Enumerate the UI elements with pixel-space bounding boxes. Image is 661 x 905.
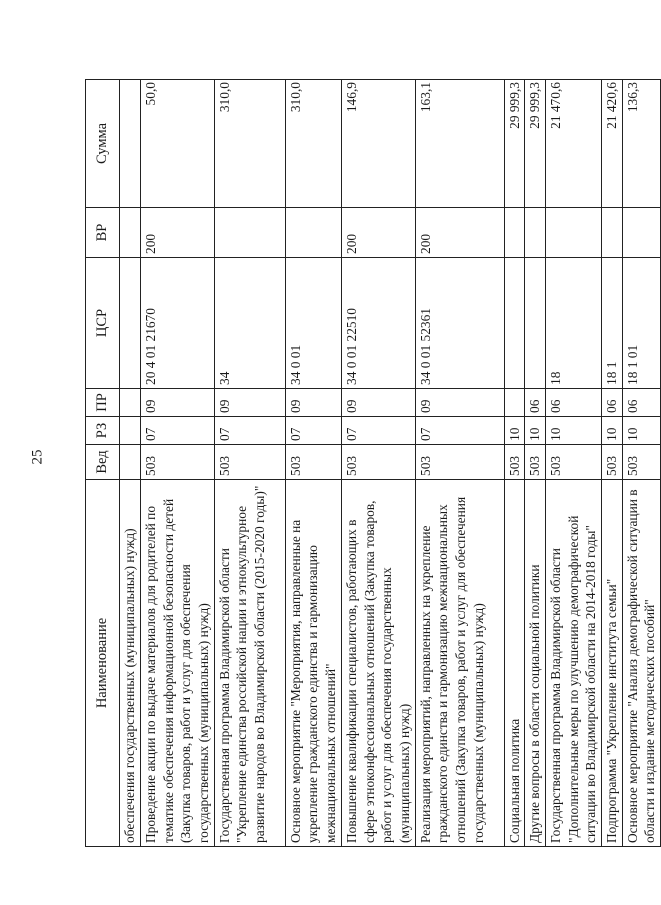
cell-vr: 200 [141, 208, 215, 258]
cell-csr: 34 0 01 52361 [415, 258, 504, 389]
table-row [120, 80, 141, 847]
cell-sum: 21 420,6 [602, 80, 623, 208]
cell-sum: 50,0 [141, 80, 215, 208]
cell-ved: 503 [545, 445, 601, 480]
table-row [141, 80, 215, 847]
cell-ved: 503 [415, 445, 504, 480]
cell-name: Государственная программа Владимирской области "Укрепление единства российской нации и этнокультурное развитие народов во Владимирской области (2015-2020 годы)" [214, 480, 285, 847]
cell-ved: 503 [341, 445, 415, 480]
cell-vr: 200 [415, 208, 504, 258]
cell-vr [602, 208, 623, 258]
cell-rz: 10 [525, 417, 546, 445]
cell-csr: 34 [214, 258, 285, 389]
cell-csr: 20 4 01 21670 [141, 258, 215, 389]
cell-ved: 503 [141, 445, 215, 480]
cell-pr: 09 [285, 389, 341, 417]
cell-pr: 06 [602, 389, 623, 417]
cell-name: обеспечения государственных (муниципальных) нужд) [120, 480, 141, 847]
cell-ved: 503 [285, 445, 341, 480]
cell-rz: 10 [504, 417, 525, 445]
cell-sum: 136,3 [622, 80, 660, 208]
cell-sum: 310,0 [285, 80, 341, 208]
table-row [285, 80, 341, 847]
cell-sum: 29 999,3 [504, 80, 525, 208]
table-row [504, 80, 525, 847]
cell-pr: 09 [214, 389, 285, 417]
cell-csr: 18 1 [602, 258, 623, 389]
cell-vr: 200 [341, 208, 415, 258]
cell-rz: 07 [285, 417, 341, 445]
cell-csr [504, 258, 525, 389]
cell-csr: 18 [545, 258, 601, 389]
cell-sum: 310,0 [214, 80, 285, 208]
cell-rz: 10 [622, 417, 660, 445]
cell-name: Реализация мероприятий, направленных на укрепление гражданского единства и гармонизацию межнациональных отношений (Закупка товаров, работ и услуг для обеспечения государственных (муниципальных) нужд) [415, 480, 504, 847]
table-row [341, 80, 415, 847]
cell-pr: 09 [415, 389, 504, 417]
cell-rz: 07 [415, 417, 504, 445]
cell-csr [525, 258, 546, 389]
cell-csr: 34 0 01 [285, 258, 341, 389]
cell-sum: 21 470,6 [545, 80, 601, 208]
rotated-table-area [85, 80, 658, 847]
header-sum: Сумма [86, 80, 120, 208]
table-row [622, 80, 660, 847]
cell-ved: 503 [504, 445, 525, 480]
cell-rz: 10 [545, 417, 601, 445]
cell-sum [120, 80, 141, 208]
header-ved: Вед [86, 445, 120, 480]
cell-sum: 146,9 [341, 80, 415, 208]
header-vr: ВР [86, 208, 120, 258]
cell-vr [214, 208, 285, 258]
cell-pr: 06 [525, 389, 546, 417]
cell-csr: 18 1 01 [622, 258, 660, 389]
cell-name: Государственная программа Владимирской области "Дополнительные меры по улучшению демографической ситуации во Владимирской области на 2014-2018 годы" [545, 480, 601, 847]
cell-pr: 09 [141, 389, 215, 417]
cell-sum: 163,1 [415, 80, 504, 208]
cell-vr [545, 208, 601, 258]
cell-ved [120, 445, 141, 480]
cell-rz: 10 [602, 417, 623, 445]
cell-rz: 07 [141, 417, 215, 445]
cell-pr: 06 [545, 389, 601, 417]
cell-sum: 29 999,3 [525, 80, 546, 208]
cell-vr [120, 208, 141, 258]
cell-pr: 09 [341, 389, 415, 417]
cell-name: Подпрограмма "Укрепление института семьи" [602, 480, 623, 847]
table-row [545, 80, 601, 847]
cell-name: Основное мероприятие "Анализ демографической ситуации в области и издание методических пособий" [622, 480, 660, 847]
cell-rz: 07 [214, 417, 285, 445]
cell-pr [504, 389, 525, 417]
cell-ved: 503 [525, 445, 546, 480]
cell-name: Проведение акции по выдаче материалов для родителей по тематике обеспечения информационной безопасности детей (Закупка товаров, работ и услуг для обеспечения государственных (муниципальных) нужд) [141, 480, 215, 847]
cell-name: Повышение квалификации специалистов, работающих в сфере этноконфессиональных отношений (Закупка товаров, работ и услуг для обеспечения государственных (муниципальных) нужд) [341, 480, 415, 847]
cell-vr [525, 208, 546, 258]
cell-csr [120, 258, 141, 389]
cell-ved: 503 [214, 445, 285, 480]
cell-rz: 07 [341, 417, 415, 445]
cell-csr: 34 0 01 22510 [341, 258, 415, 389]
cell-rz [120, 417, 141, 445]
cell-ved: 503 [622, 445, 660, 480]
page-number-text: 25 [29, 449, 46, 465]
cell-name: Другие вопросы в области социальной политики [525, 480, 546, 847]
cell-pr: 06 [622, 389, 660, 417]
header-rz: РЗ [86, 417, 120, 445]
page-number [0, 449, 46, 465]
header-csr: ЦСР [86, 258, 120, 389]
cell-pr [120, 389, 141, 417]
header-pr: ПР [86, 389, 120, 417]
table-row [525, 80, 546, 847]
cell-vr [622, 208, 660, 258]
header-name: Наименование [86, 480, 120, 847]
table-row [415, 80, 504, 847]
cell-ved: 503 [602, 445, 623, 480]
cell-vr [504, 208, 525, 258]
table-row [602, 80, 623, 847]
budget-table [85, 79, 661, 847]
cell-name: Социальная политика [504, 480, 525, 847]
table-header-row [86, 80, 120, 847]
cell-vr [285, 208, 341, 258]
table-row [214, 80, 285, 847]
cell-name: Основное мероприятие "Мероприятия, направленные на укрепление гражданского единства и гармонизацию межнациональных отношений" [285, 480, 341, 847]
